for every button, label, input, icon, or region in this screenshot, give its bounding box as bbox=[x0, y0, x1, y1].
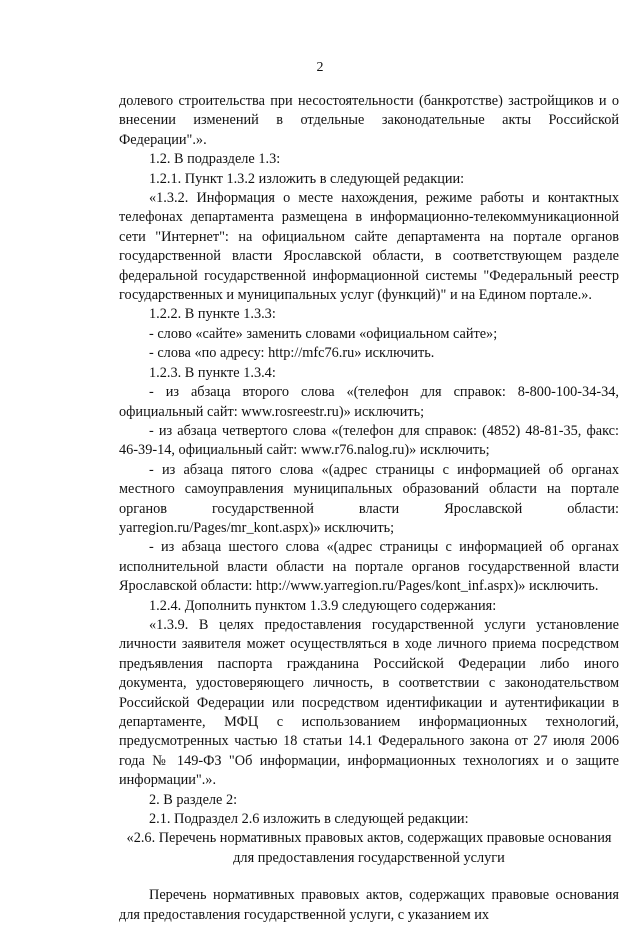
paragraph: - слово «сайте» заменить словами «официальном сайте»; bbox=[149, 325, 498, 342]
document-body bbox=[119, 92, 619, 925]
paragraph: - из абзаца четвертого слова «(телефон для справок: (4852) 48-81-35, факс: 46-39-14, официальный сайт: www.r76.nalog.ru)» исключить; bbox=[119, 422, 619, 459]
paragraph: 1.2.3. В пункте 1.3.4: bbox=[149, 364, 276, 381]
paragraph: 1.2.2. В пункте 1.3.3: bbox=[149, 306, 276, 323]
paragraph: 2.1. Подраздел 2.6 изложить в следующей редакции: bbox=[149, 811, 469, 828]
page-number: 2 bbox=[316, 60, 324, 75]
paragraph: - из абзаца второго слова «(телефон для справок: 8-800-100-34-34, официальный сайт: www.rosreestr.ru)» исключить; bbox=[119, 384, 619, 420]
paragraph: 1.2.4. Дополнить пунктом 1.3.9 следующего содержания: bbox=[149, 597, 497, 614]
paragraph: - из абзаца шестого слова «(адрес страницы с информацией об органах исполнительной власти области на портале органов государственной власти Ярославской области: http://www.yarregion.ru/Pages/kont_inf.aspx)» исключить. bbox=[119, 539, 619, 595]
paragraph: 1.2. В подразделе 1.3: bbox=[149, 151, 281, 168]
paragraph: - из абзаца пятого слова «(адрес страницы с информацией об органах местного самоуправления муниципальных образований области на портале органов государственной власти Ярославской области: yarregion.ru/Pages/mr_kont.aspx)» исключить; bbox=[119, 461, 619, 536]
paragraph: Перечень нормативных правовых актов, содержащих правовые основания для предоставления государственной услуги, с указанием их bbox=[119, 887, 619, 923]
paragraph: «1.3.2. Информация о месте нахождения, режиме работы и контактных телефонах департамента размещена в информационно-телекоммуникационной сети "Интернет": на официальном сайте департамента на портале органов государственной власти Ярославской области, в соответствующем разделе федеральной государственной информационной системы "Федеральный реестр государственных и муниципальных услуг (функций)" и на Едином портале.». bbox=[119, 190, 619, 304]
paragraph: 2. В разделе 2: bbox=[149, 791, 238, 808]
paragraph: «1.3.9. В целях предоставления государственной услуги установление личности заявителя может осуществляться в ходе личного приема посредством предъявления паспорта гражданина Российской Федерации либо иного документа, удостоверяющего личность, в соответствии с законодательством Российской Федерации или посредством идентификации и аутентификации в департаменте, МФЦ с использованием информационных технологий, предусмотренных частью 18 статьи 14.1 Федерального закона от 27 июля 2006 года № 149-ФЗ "Об информации, информационных технологиях и о защите информации".». bbox=[119, 616, 619, 789]
paragraph: «2.6. Перечень нормативных правовых актов, содержащих правовые основания для предоставления государственной услуги bbox=[126, 830, 612, 866]
paragraph: 1.2.1. Пункт 1.3.2 изложить в следующей редакции: bbox=[149, 170, 465, 187]
paragraph: - слова «по адресу: http://mfc76.ru» исключить. bbox=[149, 345, 435, 362]
paragraph: долевого строительства при несостоятельности (банкротстве) застройщиков и о внесении изменений в отдельные законодательные акты Российской Федерации".». bbox=[119, 93, 619, 148]
